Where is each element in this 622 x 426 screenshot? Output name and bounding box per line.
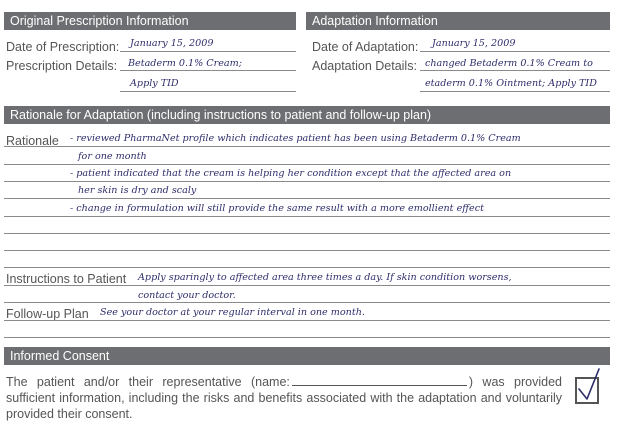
instructions-rule-1 bbox=[4, 285, 610, 286]
date-of-prescription-value[interactable]: January 15, 2009 bbox=[130, 38, 214, 49]
followup-rule-2 bbox=[4, 337, 610, 338]
instructions-line-2[interactable]: contact your doctor. bbox=[138, 290, 236, 301]
original-prescription-header: Original Prescription Information bbox=[4, 12, 296, 30]
prescription-details-line-1 bbox=[120, 70, 296, 71]
representative-name-field[interactable] bbox=[292, 375, 467, 386]
date-of-adaptation-value[interactable]: January 15, 2009 bbox=[432, 38, 516, 49]
adaptation-details-value-1[interactable]: changed Betaderm 0.1% Cream to bbox=[425, 58, 593, 69]
followup-label: Follow-up Plan bbox=[6, 307, 89, 321]
adaptation-info-header: Adaptation Information bbox=[306, 12, 610, 30]
date-of-adaptation-line bbox=[420, 51, 610, 52]
consent-checkbox[interactable] bbox=[575, 377, 599, 404]
rationale-rule-3 bbox=[4, 181, 610, 182]
rationale-line-1[interactable]: - reviewed PharmaNet profile which indicates patient has been using Betaderm 0.1% Cream bbox=[70, 133, 521, 144]
date-of-prescription-line bbox=[120, 51, 296, 52]
consent-text-after: ) was provided sufficient information, including the risks and benefits associated with the adaptation and voluntarily provided their consent. bbox=[6, 375, 562, 421]
rationale-line-4[interactable]: her skin is dry and scaly bbox=[78, 185, 197, 196]
followup-value[interactable]: See your doctor at your regular interval in one month. bbox=[100, 307, 365, 318]
prescription-details-value-2[interactable]: Apply TID bbox=[130, 78, 179, 89]
rationale-rule-2 bbox=[4, 164, 610, 165]
adaptation-details-line-1 bbox=[420, 70, 610, 71]
instructions-label: Instructions to Patient bbox=[6, 272, 127, 286]
consent-text-before: The patient and/or their representative (name: bbox=[6, 375, 290, 389]
adaptation-details-line-2 bbox=[420, 91, 610, 92]
adaptation-details-value-2[interactable]: etaderm 0.1% Ointment; Apply TID bbox=[425, 78, 597, 89]
rationale-rule-4 bbox=[4, 198, 610, 199]
prescription-details-value-1[interactable]: Betaderm 0.1% Cream; bbox=[128, 58, 242, 69]
checkmark-icon bbox=[575, 367, 605, 403]
prescription-details-line-2 bbox=[120, 91, 296, 92]
rationale-header: Rationale for Adaptation (including instructions to patient and follow-up plan) bbox=[4, 106, 610, 124]
rationale-rule-8 bbox=[4, 267, 610, 268]
rationale-line-5[interactable]: - change in formulation will still provide the same result with a more emollient effect bbox=[70, 203, 484, 214]
rationale-rule-5 bbox=[4, 216, 610, 217]
rationale-label: Rationale bbox=[6, 134, 59, 148]
date-of-prescription-label: Date of Prescription: bbox=[6, 40, 120, 54]
prescription-details-label: Prescription Details: bbox=[6, 59, 118, 73]
rationale-line-2[interactable]: for one month bbox=[78, 151, 147, 162]
informed-consent-header: Informed Consent bbox=[4, 347, 610, 365]
instructions-rule-2 bbox=[4, 302, 610, 303]
rationale-line-3[interactable]: - patient indicated that the cream is helping her condition except that the affected area on bbox=[70, 168, 512, 179]
followup-rule-1 bbox=[4, 320, 610, 321]
instructions-line-1[interactable]: Apply sparingly to affected area three times a day. If skin condition worsens, bbox=[138, 272, 512, 283]
consent-text bbox=[6, 374, 562, 422]
adaptation-details-label: Adaptation Details: bbox=[312, 59, 417, 73]
rationale-rule-6 bbox=[4, 233, 610, 234]
rationale-rule-1 bbox=[4, 146, 610, 147]
rationale-rule-7 bbox=[4, 250, 610, 251]
date-of-adaptation-label: Date of Adaptation: bbox=[312, 40, 419, 54]
